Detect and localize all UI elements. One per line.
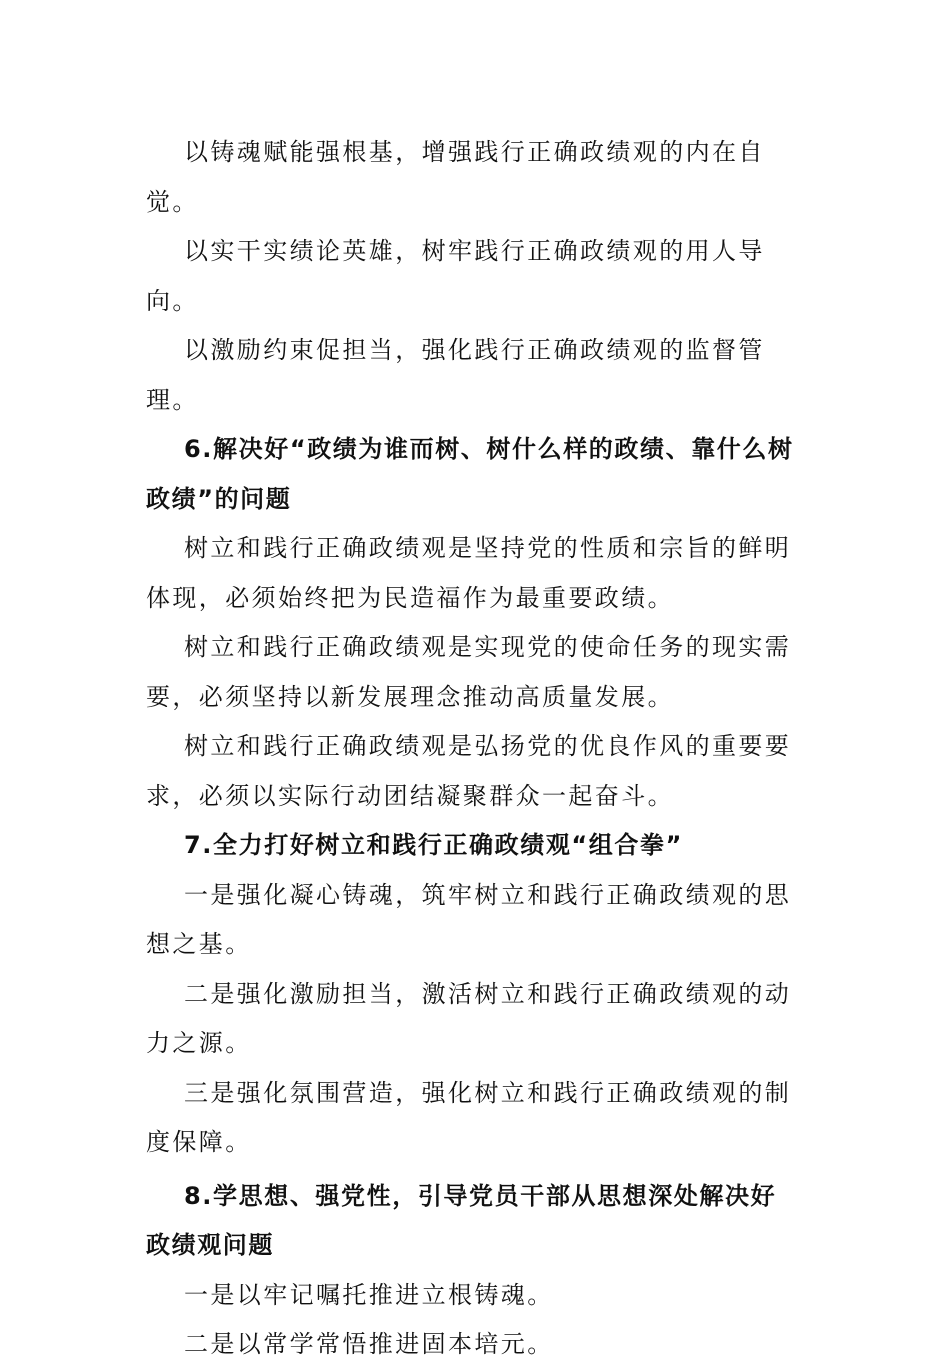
paragraph-6: 树立和践行正确政绩观是弘扬党的优良作风的重要要求，必须以实际行动团结凝聚群众一起奋斗。 [146,732,792,810]
paragraph-10: 一是以牢记嘱托推进立根铸魂。 [184,1280,554,1309]
paragraph-3: 以激励约束促担当，强化践行正确政绩观的监督管理。 [146,336,765,414]
paragraph-8: 二是强化激励担当，激活树立和践行正确政绩观的动力之源。 [146,979,792,1057]
paragraph-5: 树立和践行正确政绩观是实现党的使命任务的现实需要，必须坚持以新发展理念推动高质量发展。 [146,633,792,711]
paragraph-1: 以铸魂赋能强根基，增强践行正确政绩观的内在自觉。 [146,138,765,216]
paragraph-4: 树立和践行正确政绩观是坚持党的性质和宗旨的鲜明体现，必须始终把为民造福作为最重要政绩。 [146,534,792,612]
heading-6: 6.解决好“政绩为谁而树、树什么样的政绩、靠什么树政绩”的问题 [146,435,794,513]
paragraph-2: 以实干实绩论英雄，树牢践行正确政绩观的用人导向。 [146,237,765,315]
paragraph-7: 一是强化凝心铸魂，筑牢树立和践行正确政绩观的思想之基。 [146,880,792,958]
heading-7: 7.全力打好树立和践行正确政绩观“组合拳” [184,831,683,859]
paragraph-11: 二是以常学常悟推进固本培元。 [184,1330,554,1358]
heading-8: 8.学思想、强党性，引导党员干部从思想深处解决好政绩观问题 [146,1181,777,1259]
paragraph-9: 三是强化氛围营造，强化树立和践行正确政绩观的制度保障。 [146,1078,792,1156]
document-body [146,128,798,1370]
